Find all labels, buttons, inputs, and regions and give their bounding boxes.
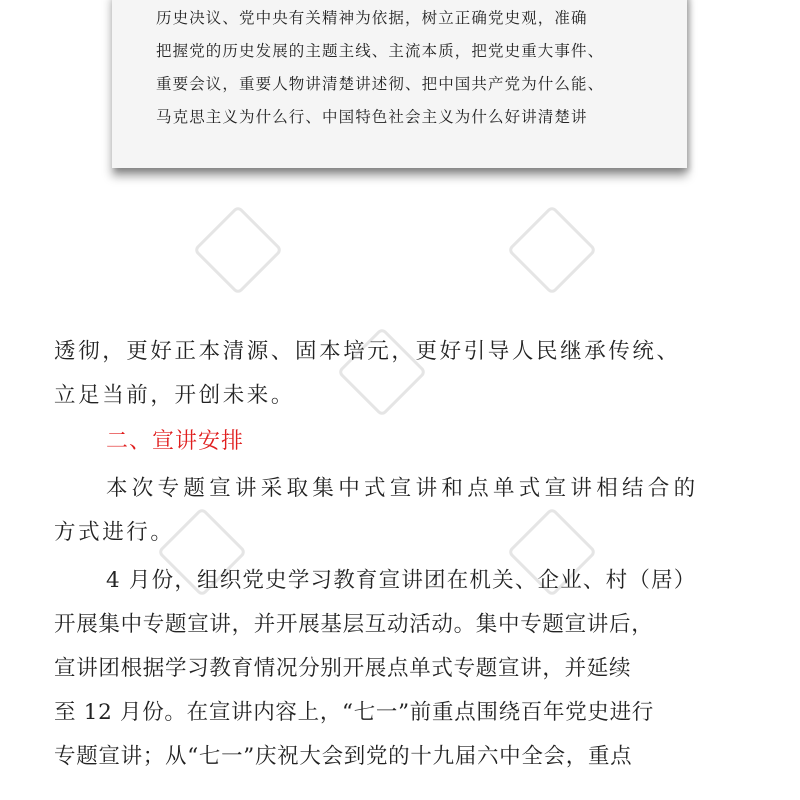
paragraph-line: 本次专题宣讲采取集中式宣讲和点单式宣讲相结合的 bbox=[106, 476, 700, 501]
card-line: 历史决议、党中央有关精神为依据，树立正确党史观，准确 bbox=[156, 9, 588, 27]
section-heading: 二、宣讲安排 bbox=[106, 429, 245, 454]
paragraph-line: 专题宣讲；从“七一”庆祝大会到党的十九届六中全会，重点 bbox=[54, 744, 633, 769]
paragraph-line: 宣讲团根据学习教育情况分别开展点单式专题宣讲，并延续 bbox=[54, 656, 632, 681]
paragraph-line: 立足当前，开创未来。 bbox=[54, 383, 296, 408]
card-line: 把握党的历史发展的主题主线、主流本质，把党史重大事件、 bbox=[156, 42, 605, 60]
summary-card bbox=[112, 0, 687, 168]
paragraph-line: 至 12 月份。在宣讲内容上，“七一”前重点围绕百年党史进行 bbox=[54, 700, 655, 725]
paragraph-line: 透彻，更好正本清源、固本培元，更好引导人民继承传统、 bbox=[54, 339, 681, 364]
card-line: 重要会议，重要人物讲清楚讲述彻、把中国共产党为什么能、 bbox=[156, 75, 605, 93]
watermark-icon bbox=[507, 205, 598, 296]
watermark-icon bbox=[193, 205, 284, 296]
card-line: 马克思主义为什么行、中国特色社会主义为什么好讲清楚讲 bbox=[156, 108, 588, 126]
paragraph-line: 方式进行。 bbox=[54, 520, 175, 545]
paragraph-line: 开展集中专题宣讲，并开展基层互动活动。集中专题宣讲后， bbox=[54, 612, 654, 637]
paragraph-line: 4 月份，组织党史学习教育宣讲团在机关、企业、村（居） bbox=[106, 568, 697, 593]
